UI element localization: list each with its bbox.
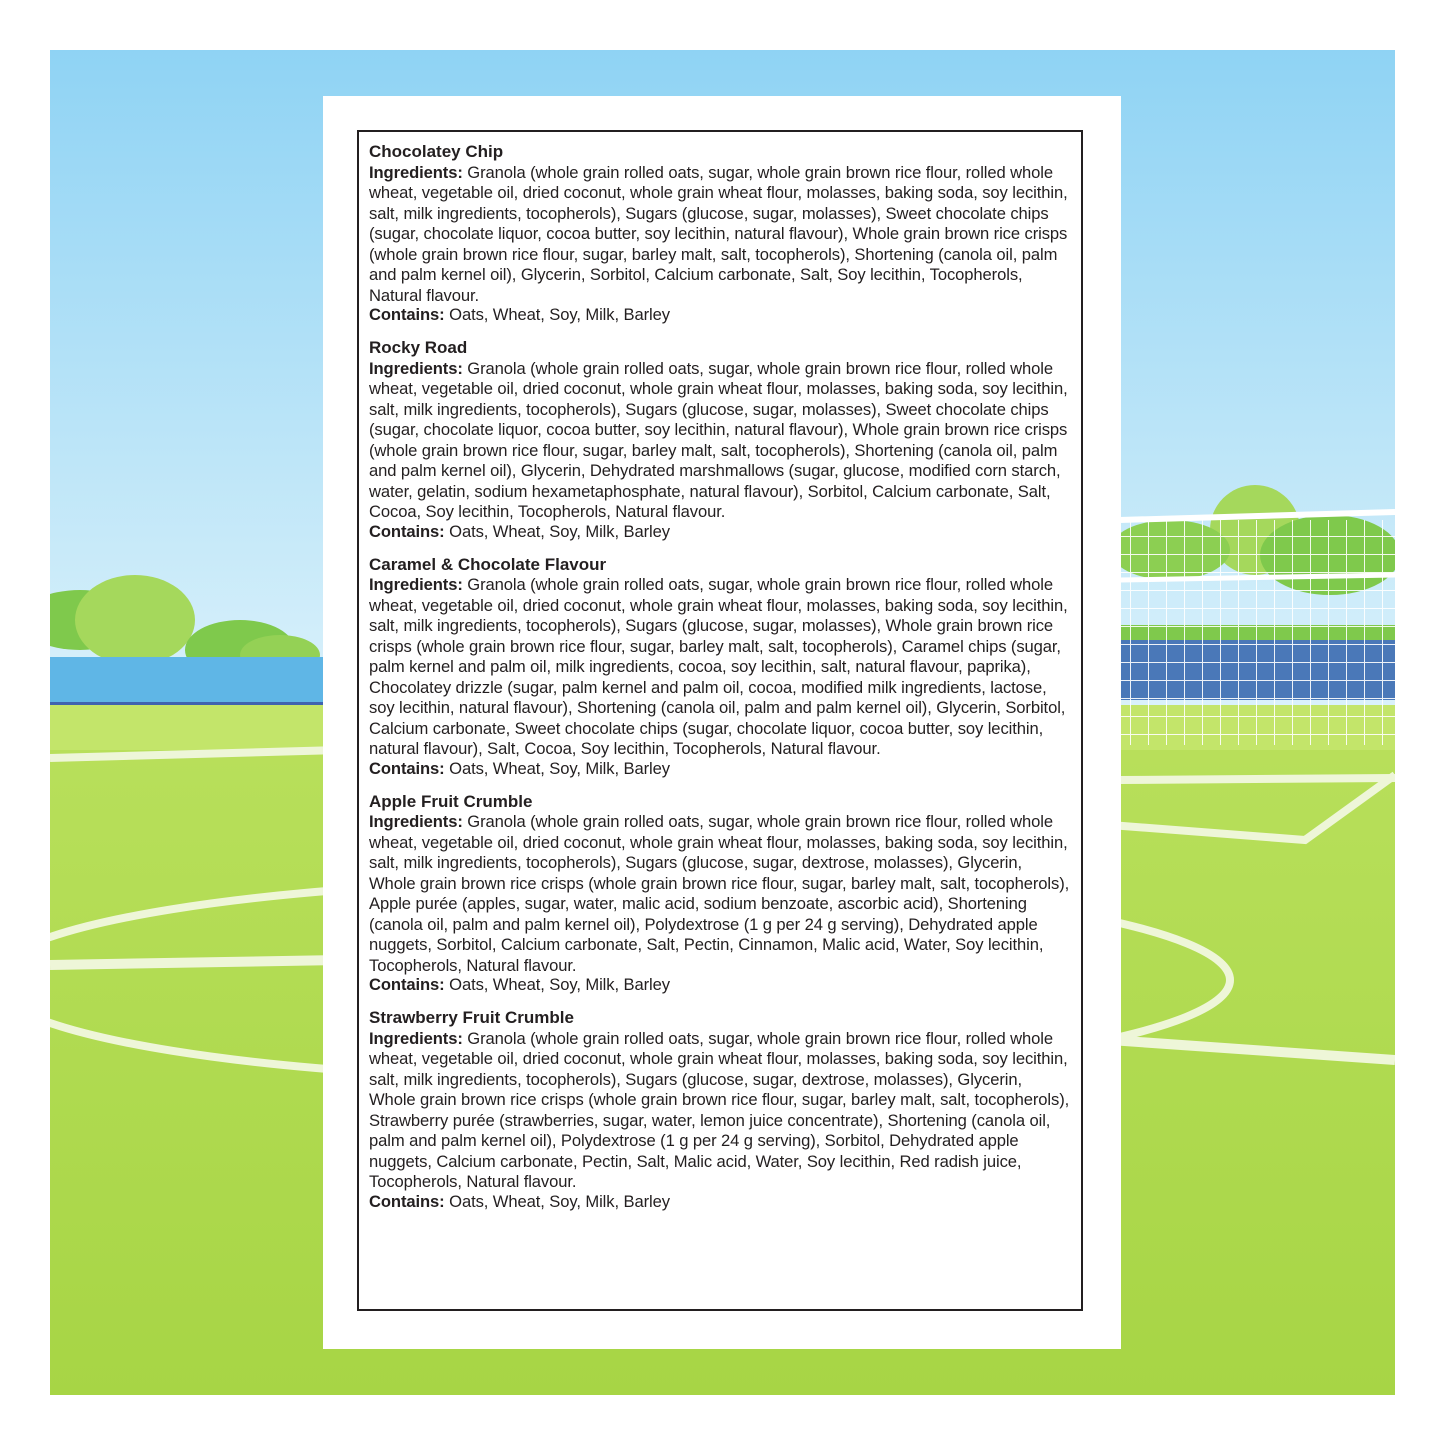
product-section — [369, 338, 1071, 542]
contains-text — [369, 759, 1071, 780]
allergen-list: Oats, Wheat, Soy, Milk, Barley — [449, 1191, 670, 1211]
product-name: Apple Fruit Crumble — [369, 791, 533, 811]
ingredients-label: Ingredients: — [369, 358, 463, 378]
contains-text — [369, 305, 1071, 326]
product-section — [369, 555, 1071, 780]
ingredients-label: Ingredients: — [369, 162, 463, 182]
ingredient-sections — [369, 142, 1071, 1212]
ingredients-label: Ingredients: — [369, 812, 463, 831]
product-name: Chocolatey Chip — [369, 142, 504, 161]
product-name: Rocky Road — [369, 338, 468, 357]
ingredients-text — [369, 359, 1071, 523]
allergen-list: Oats, Wheat, Soy, Milk, Barley — [449, 758, 670, 778]
ingredients-text — [369, 1029, 1071, 1193]
product-section — [369, 1008, 1071, 1212]
ingredients-list: Granola (whole grain rolled oats, sugar, whole grain brown rice flour, rolled whole wheat, vegetable oil, dried coconut, whole grain wheat flour, molasses, baking soda, soy lecithin, salt, milk ingredients, tocopherols), Sugars (glucose, sugar, dextrose, molasses), Glycerin, Whole grain brown rice crisps (whole grain brown rice flour, sugar, barley malt, salt, tocopherols), Strawberry purée (strawberries, sugar, water, lemon juice concentrate), Shortening (canola oil, palm and palm kernel oil), Polydextrose (1 g per 24 g serving), Sorbitol, Dehydrated apple nuggets, Calcium carbonate, Pectin, Salt, Malic acid, Water, Soy lecithin, Red radish juice, Tocopherols, Natural flavour. — [369, 1028, 1070, 1191]
ingredients-label: Ingredients: — [369, 1028, 463, 1048]
product-name: Strawberry Fruit Crumble — [369, 1008, 574, 1027]
ingredients-list: Granola (whole grain rolled oats, sugar, whole grain brown rice flour, rolled whole wheat, vegetable oil, dried coconut, whole grain wheat flour, molasses, baking soda, soy lecithin, salt, milk ingredients, tocopherols), Sugars (glucose, sugar, molasses), Sweet chocolate chips (sugar, chocolate liquor, cocoa butter, soy lecithin, natural flavour), Whole grain brown rice crisps (whole grain brown rice flour, sugar, barley malt, salt, tocopherols), Shortening (canola oil, palm and palm kernel oil), Glycerin, Sorbitol, Calcium carbonate, Salt, Soy lecithin, Tocopherols, Natural flavour. — [369, 162, 1068, 305]
goal-net — [1120, 512, 1395, 745]
ingredients-panel — [357, 130, 1083, 1311]
ingredients-label: Ingredients: — [369, 575, 463, 594]
product-section — [369, 142, 1071, 326]
contains-label: Contains: — [369, 1191, 445, 1211]
allergen-list: Oats, Wheat, Soy, Milk, Barley — [449, 521, 670, 541]
contains-text — [369, 522, 1071, 543]
ingredients-text — [369, 163, 1071, 307]
ingredients-list: Granola (whole grain rolled oats, sugar, whole grain brown rice flour, rolled whole wheat, vegetable oil, dried coconut, whole grain wheat flour, molasses, baking soda, soy lecithin, salt, milk ingredients, tocopherols), Sugars (glucose, sugar, dextrose, molasses), Glycerin, Whole grain brown rice crisps (whole grain brown rice flour, sugar, barley malt, salt, tocopherols), Apple purée (apples, sugar, water, malic acid, sodium benzoate, ascorbic acid), Shortening (canola oil, palm and palm kernel oil), Polydextrose (1 g per 24 g serving), Dehydrated apple nuggets, Sorbitol, Calcium carbonate, Salt, Pectin, Cinnamon, Malic acid, Water, Soy lecithin, Tocopherols, Natural flavour. — [369, 812, 1070, 975]
left-water — [50, 657, 330, 702]
product-section — [369, 792, 1071, 996]
product-name: Caramel & Chocolate Flavour — [369, 554, 607, 574]
contains-label: Contains: — [369, 305, 445, 324]
ingredients-list: Granola (whole grain rolled oats, sugar, whole grain brown rice flour, rolled whole wheat, vegetable oil, dried coconut, whole grain wheat flour, molasses, baking soda, soy lecithin, salt, milk ingredients, tocopherols), Sugars (glucose, sugar, molasses), Whole grain brown rice crisps (whole grain brown rice flour, sugar, barley malt, salt, tocopherols), Caramel chips (sugar, palm kernel and palm oil, milk ingredients, cocoa, soy lecithin, salt, natural flavour, paprika), Chocolatey drizzle (sugar, palm kernel and palm oil, cocoa, modified milk ingredients, lactose, soy lecithin, natural flavour), Shortening (canola oil, palm and palm kernel oil), Glycerin, Sorbitol, Calcium carbonate, Sweet chocolate chips (sugar, chocolate liquor, cocoa butter, soy lecithin, natural flavour), Salt, Cocoa, Soy lecithin, Tocopherols, Natural flavour. — [369, 575, 1068, 758]
allergen-list: Oats, Wheat, Soy, Milk, Barley — [449, 975, 670, 994]
contains-text — [369, 1192, 1071, 1213]
contains-label: Contains: — [369, 975, 445, 994]
allergen-list: Oats, Wheat, Soy, Milk, Barley — [449, 305, 670, 324]
contains-text — [369, 975, 1071, 996]
ingredients-text — [369, 812, 1071, 976]
contains-label: Contains: — [369, 758, 445, 778]
contains-label: Contains: — [369, 521, 445, 541]
ingredients-list: Granola (whole grain rolled oats, sugar, whole grain brown rice flour, rolled whole wheat, vegetable oil, dried coconut, whole grain wheat flour, molasses, baking soda, soy lecithin, salt, milk ingredients, tocopherols), Sugars (glucose, sugar, molasses), Sweet chocolate chips (sugar, chocolate liquor, cocoa butter, soy lecithin, natural flavour), Whole grain brown rice crisps (whole grain brown rice flour, sugar, barley malt, salt, tocopherols), Shortening (canola oil, palm and palm kernel oil), Glycerin, Dehydrated marshmallows (sugar, glucose, modified corn starch, water, gelatin, sodium hexametaphosphate, natural flavour), Sorbitol, Calcium carbonate, Salt, Cocoa, Soy lecithin, Tocopherols, Natural flavour. — [369, 358, 1068, 521]
ingredients-text — [369, 575, 1071, 760]
